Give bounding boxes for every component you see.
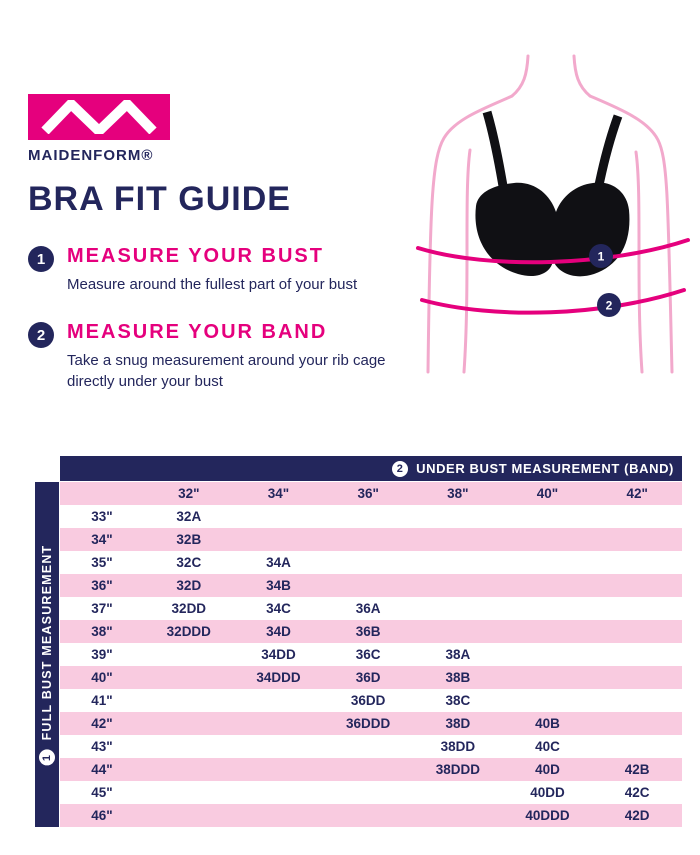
size-cell bbox=[234, 781, 324, 804]
size-cell bbox=[144, 735, 234, 758]
page-title: BRA FIT GUIDE bbox=[28, 180, 291, 218]
size-row bbox=[60, 505, 682, 528]
size-cell bbox=[144, 781, 234, 804]
size-cell bbox=[234, 804, 324, 827]
bust-header-label: FULL BUST MEASUREMENT bbox=[40, 544, 54, 740]
band-column-header: 42" bbox=[626, 486, 648, 501]
size-cell: 32DDD bbox=[166, 624, 211, 639]
full-bust-cell: 39" bbox=[91, 647, 113, 662]
size-row bbox=[60, 551, 682, 574]
size-cell: 36DDD bbox=[346, 716, 391, 731]
size-cell: 32DD bbox=[171, 601, 207, 616]
band-header-badge: 2 bbox=[392, 461, 408, 477]
bra-straps bbox=[487, 112, 618, 192]
size-row bbox=[60, 712, 682, 735]
corner-cell bbox=[60, 482, 144, 505]
size-cell bbox=[503, 574, 593, 597]
size-cell: 32D bbox=[176, 578, 202, 593]
size-cell bbox=[503, 620, 593, 643]
svg-text:1: 1 bbox=[597, 249, 605, 264]
size-cell: 38B bbox=[445, 670, 471, 685]
size-cell: 32C bbox=[176, 555, 202, 570]
full-bust-cell: 37" bbox=[91, 601, 113, 616]
band-header-label: UNDER BUST MEASUREMENT (BAND) bbox=[416, 461, 674, 476]
step-1-badge: 1 bbox=[28, 246, 54, 272]
size-cell: 36C bbox=[355, 647, 381, 662]
size-cell bbox=[323, 528, 413, 551]
size-cell bbox=[234, 712, 324, 735]
size-cell: 40DD bbox=[530, 785, 565, 800]
size-cell bbox=[503, 666, 593, 689]
size-cell bbox=[592, 620, 682, 643]
svg-text:2: 2 bbox=[605, 298, 613, 313]
size-cell bbox=[144, 666, 234, 689]
size-row bbox=[60, 620, 682, 643]
full-bust-cell: 45" bbox=[91, 785, 113, 800]
size-cell: 38C bbox=[445, 693, 471, 708]
full-bust-cell: 36" bbox=[91, 578, 113, 593]
torso-illustration bbox=[400, 50, 700, 418]
size-cell bbox=[592, 712, 682, 735]
step-2-title: MEASURE YOUR BAND bbox=[67, 321, 328, 343]
band-column-header: 36" bbox=[357, 486, 379, 501]
step-1-title: MEASURE YOUR BUST bbox=[67, 245, 324, 267]
size-cell bbox=[413, 620, 503, 643]
size-cell: 34B bbox=[266, 578, 291, 593]
size-cell bbox=[503, 689, 593, 712]
size-cell bbox=[503, 505, 593, 528]
size-cell: 40C bbox=[535, 739, 560, 754]
size-row bbox=[60, 781, 682, 804]
full-bust-cell: 33" bbox=[91, 509, 113, 524]
size-cell bbox=[592, 597, 682, 620]
full-bust-cell: 41" bbox=[91, 693, 113, 708]
step-2-badge: 2 bbox=[28, 322, 54, 348]
maidenform-logo bbox=[28, 94, 170, 140]
size-row bbox=[60, 597, 682, 620]
size-cell: 38DDD bbox=[435, 762, 480, 777]
size-cell bbox=[503, 643, 593, 666]
size-cell bbox=[323, 574, 413, 597]
full-bust-cell: 40" bbox=[91, 670, 113, 685]
band-header-bar bbox=[60, 456, 682, 481]
size-cell: 32A bbox=[176, 509, 202, 524]
size-cell: 36DD bbox=[350, 693, 386, 708]
size-cell bbox=[234, 505, 324, 528]
size-row bbox=[60, 528, 682, 551]
band-measure-badge bbox=[597, 293, 621, 317]
size-table bbox=[60, 482, 682, 827]
step-2-text bbox=[67, 321, 397, 392]
step-1-description: Measure around the fullest part of your bust bbox=[67, 276, 358, 293]
size-cell bbox=[592, 689, 682, 712]
maidenform-m-icon bbox=[39, 100, 159, 134]
size-cell: 40D bbox=[535, 762, 560, 777]
full-bust-cell: 38" bbox=[91, 624, 113, 639]
size-row bbox=[60, 758, 682, 781]
step-2 bbox=[28, 321, 400, 392]
size-cell: 38A bbox=[445, 647, 471, 662]
step-1 bbox=[28, 245, 400, 295]
size-cell bbox=[234, 758, 324, 781]
size-cell bbox=[413, 528, 503, 551]
size-cell bbox=[503, 597, 593, 620]
brand-name: MAIDENFORM® bbox=[28, 147, 154, 164]
size-cell: 34A bbox=[266, 555, 291, 570]
size-cell: 40DDD bbox=[525, 808, 570, 823]
step-2-description: Take a snug measurement around your rib cage directly under your bust bbox=[67, 352, 386, 390]
bust-measure-badge bbox=[589, 244, 613, 268]
full-bust-cell: 46" bbox=[91, 808, 113, 823]
size-cell: 36A bbox=[355, 601, 381, 616]
size-chart bbox=[35, 456, 682, 827]
size-row bbox=[60, 574, 682, 597]
size-row bbox=[60, 689, 682, 712]
size-cell bbox=[234, 528, 324, 551]
size-cell: 42C bbox=[624, 785, 650, 800]
size-cell: 38D bbox=[445, 716, 471, 731]
size-cell bbox=[234, 689, 324, 712]
size-cell bbox=[503, 551, 593, 574]
size-row bbox=[60, 735, 682, 758]
bust-header-bar bbox=[35, 482, 59, 827]
size-cell bbox=[234, 735, 324, 758]
size-cell: 40B bbox=[535, 716, 560, 731]
full-bust-cell: 34" bbox=[91, 532, 113, 547]
size-cell bbox=[144, 689, 234, 712]
band-column-header: 34" bbox=[267, 486, 290, 501]
size-cell: 38DD bbox=[440, 739, 476, 754]
size-cell bbox=[413, 804, 503, 827]
size-cell bbox=[144, 804, 234, 827]
size-row bbox=[60, 666, 682, 689]
bust-header-vertical-label bbox=[39, 544, 55, 765]
size-cell: 42B bbox=[624, 762, 650, 777]
size-cell bbox=[323, 781, 413, 804]
size-cell bbox=[413, 505, 503, 528]
size-cell bbox=[144, 643, 234, 666]
size-cell bbox=[413, 597, 503, 620]
size-cell bbox=[144, 712, 234, 735]
size-cell bbox=[592, 505, 682, 528]
size-cell bbox=[323, 551, 413, 574]
size-cell bbox=[503, 528, 593, 551]
size-cell bbox=[592, 551, 682, 574]
size-cell: 34DDD bbox=[256, 670, 301, 685]
band-column-header: 38" bbox=[447, 486, 469, 501]
full-bust-cell: 44" bbox=[91, 762, 113, 777]
full-bust-cell: 35" bbox=[91, 555, 113, 570]
size-row bbox=[60, 804, 682, 827]
size-cell bbox=[323, 505, 413, 528]
size-cell bbox=[592, 666, 682, 689]
full-bust-cell: 42" bbox=[91, 716, 113, 731]
size-cell bbox=[592, 735, 682, 758]
full-bust-cell: 43" bbox=[91, 739, 113, 754]
size-cell: 34D bbox=[266, 624, 291, 639]
size-cell bbox=[323, 758, 413, 781]
size-cell bbox=[413, 551, 503, 574]
size-cell bbox=[323, 804, 413, 827]
size-cell bbox=[413, 574, 503, 597]
size-cell: 42D bbox=[624, 808, 650, 823]
size-cell: 36D bbox=[355, 670, 381, 685]
torso-outline bbox=[512, 56, 528, 96]
size-cell bbox=[144, 758, 234, 781]
size-cell: 34C bbox=[266, 601, 291, 616]
size-cell bbox=[592, 574, 682, 597]
torso-illustration-svg bbox=[400, 54, 700, 376]
size-cell bbox=[592, 528, 682, 551]
bust-header-badge: 1 bbox=[39, 749, 55, 765]
top-section bbox=[0, 0, 700, 418]
size-cell bbox=[592, 643, 682, 666]
band-column-header: 32" bbox=[178, 486, 200, 501]
band-column-header: 40" bbox=[536, 486, 559, 501]
size-cell: 34DD bbox=[261, 647, 296, 662]
intro-column bbox=[28, 50, 400, 418]
size-cell bbox=[323, 735, 413, 758]
size-cell: 36B bbox=[355, 624, 381, 639]
step-1-text bbox=[67, 245, 357, 295]
size-cell bbox=[413, 781, 503, 804]
column-header-row bbox=[60, 482, 682, 505]
size-row bbox=[60, 643, 682, 666]
size-cell: 32B bbox=[176, 532, 202, 547]
